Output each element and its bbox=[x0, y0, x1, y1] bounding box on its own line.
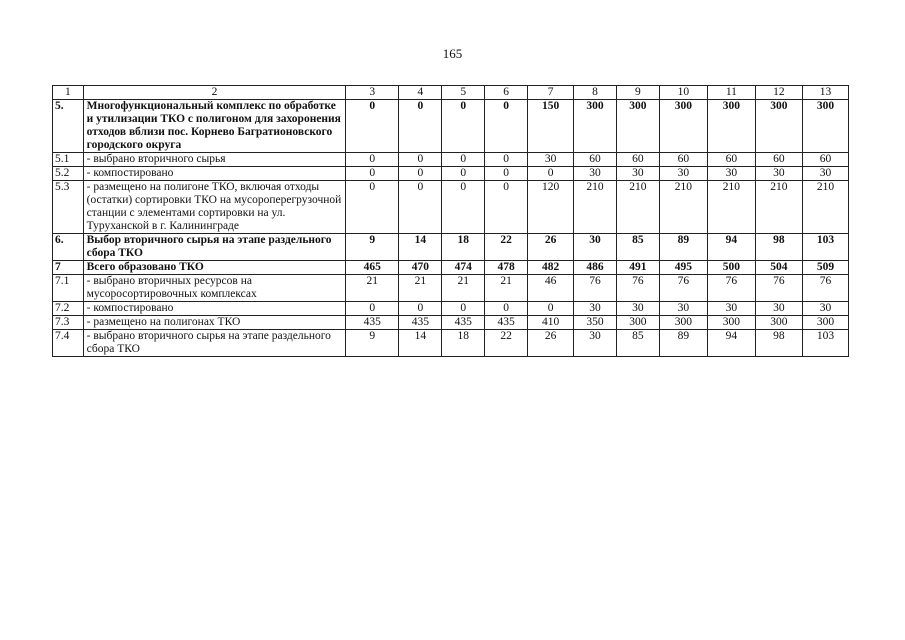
value-cell: 89 bbox=[659, 330, 707, 357]
value-cell: 474 bbox=[442, 261, 485, 275]
value-cell: 30 bbox=[616, 302, 659, 316]
value-cell: 0 bbox=[485, 100, 528, 153]
row-label: - размещено на полигоне ТКО, включая отходы (остатки) сортировки ТКО на мусороперегрузочной станции с элементами сортировки на ул. Туруханской в г. Калининграде bbox=[83, 181, 346, 234]
value-cell: 300 bbox=[802, 316, 848, 330]
value-cell: 491 bbox=[616, 261, 659, 275]
value-cell: 21 bbox=[346, 275, 399, 302]
header-cell: 3 bbox=[346, 86, 399, 100]
row-label: - выбрано вторичных ресурсов на мусоросортировочных комплексах bbox=[83, 275, 346, 302]
row-label: Всего образовано ТКО bbox=[83, 261, 346, 275]
value-cell: 0 bbox=[399, 153, 442, 167]
value-cell: 0 bbox=[485, 302, 528, 316]
value-cell: 300 bbox=[707, 100, 755, 153]
row-index: 7.4 bbox=[53, 330, 84, 357]
value-cell: 18 bbox=[442, 234, 485, 261]
value-cell: 0 bbox=[399, 167, 442, 181]
value-cell: 21 bbox=[442, 275, 485, 302]
row-label: - компостировано bbox=[83, 302, 346, 316]
value-cell: 300 bbox=[659, 316, 707, 330]
value-cell: 60 bbox=[574, 153, 617, 167]
value-cell: 30 bbox=[802, 302, 848, 316]
page-number: 165 bbox=[442, 46, 463, 61]
header-cell: 10 bbox=[659, 86, 707, 100]
value-cell: 14 bbox=[399, 330, 442, 357]
value-cell: 30 bbox=[574, 234, 617, 261]
value-cell: 60 bbox=[659, 153, 707, 167]
value-cell: 0 bbox=[346, 181, 399, 234]
value-cell: 30 bbox=[574, 330, 617, 357]
row-index: 5.3 bbox=[53, 181, 84, 234]
row-label: - выбрано вторичного сырья bbox=[83, 153, 346, 167]
value-cell: 60 bbox=[707, 153, 755, 167]
value-cell: 509 bbox=[802, 261, 848, 275]
value-cell: 22 bbox=[485, 234, 528, 261]
value-cell: 0 bbox=[346, 153, 399, 167]
value-cell: 210 bbox=[659, 181, 707, 234]
value-cell: 94 bbox=[707, 234, 755, 261]
value-cell: 76 bbox=[802, 275, 848, 302]
row-label: - выбрано вторичного сырья на этапе раздельного сбора ТКО bbox=[83, 330, 346, 357]
header-cell: 1 bbox=[53, 86, 84, 100]
value-cell: 504 bbox=[755, 261, 802, 275]
value-cell: 26 bbox=[528, 234, 574, 261]
value-cell: 94 bbox=[707, 330, 755, 357]
value-cell: 0 bbox=[346, 302, 399, 316]
table-row bbox=[53, 100, 849, 153]
header-cell: 13 bbox=[802, 86, 848, 100]
value-cell: 120 bbox=[528, 181, 574, 234]
table-row bbox=[53, 234, 849, 261]
value-cell: 21 bbox=[485, 275, 528, 302]
header-cell: 9 bbox=[616, 86, 659, 100]
value-cell: 30 bbox=[755, 302, 802, 316]
value-cell: 85 bbox=[616, 234, 659, 261]
value-cell: 0 bbox=[346, 100, 399, 153]
value-cell: 210 bbox=[574, 181, 617, 234]
value-cell: 465 bbox=[346, 261, 399, 275]
value-cell: 30 bbox=[707, 167, 755, 181]
header-cell: 7 bbox=[528, 86, 574, 100]
value-cell: 300 bbox=[616, 100, 659, 153]
value-cell: 0 bbox=[442, 100, 485, 153]
row-index: 7.2 bbox=[53, 302, 84, 316]
header-cell: 2 bbox=[83, 86, 346, 100]
value-cell: 210 bbox=[707, 181, 755, 234]
value-cell: 30 bbox=[528, 153, 574, 167]
value-cell: 30 bbox=[755, 167, 802, 181]
value-cell: 30 bbox=[574, 302, 617, 316]
value-cell: 470 bbox=[399, 261, 442, 275]
value-cell: 30 bbox=[707, 302, 755, 316]
value-cell: 21 bbox=[399, 275, 442, 302]
value-cell: 0 bbox=[485, 153, 528, 167]
value-cell: 300 bbox=[574, 100, 617, 153]
value-cell: 85 bbox=[616, 330, 659, 357]
row-label: - размещено на полигонах ТКО bbox=[83, 316, 346, 330]
table-row bbox=[53, 316, 849, 330]
row-index: 7 bbox=[53, 261, 84, 275]
value-cell: 76 bbox=[659, 275, 707, 302]
value-cell: 300 bbox=[802, 100, 848, 153]
value-cell: 9 bbox=[346, 330, 399, 357]
value-cell: 103 bbox=[802, 330, 848, 357]
value-cell: 0 bbox=[485, 167, 528, 181]
row-index: 5. bbox=[53, 100, 84, 153]
value-cell: 300 bbox=[707, 316, 755, 330]
value-cell: 9 bbox=[346, 234, 399, 261]
value-cell: 435 bbox=[399, 316, 442, 330]
value-cell: 60 bbox=[616, 153, 659, 167]
table-row bbox=[53, 167, 849, 181]
row-index: 6. bbox=[53, 234, 84, 261]
value-cell: 60 bbox=[802, 153, 848, 167]
header-cell: 12 bbox=[755, 86, 802, 100]
header-cell: 6 bbox=[485, 86, 528, 100]
value-cell: 98 bbox=[755, 234, 802, 261]
value-cell: 0 bbox=[399, 100, 442, 153]
row-index: 7.1 bbox=[53, 275, 84, 302]
table-row bbox=[53, 275, 849, 302]
value-cell: 0 bbox=[346, 167, 399, 181]
value-cell: 60 bbox=[755, 153, 802, 167]
value-cell: 435 bbox=[442, 316, 485, 330]
header-cell: 8 bbox=[574, 86, 617, 100]
header-row bbox=[53, 86, 849, 100]
value-cell: 0 bbox=[528, 302, 574, 316]
value-cell: 76 bbox=[755, 275, 802, 302]
value-cell: 210 bbox=[616, 181, 659, 234]
table-body bbox=[53, 86, 849, 357]
value-cell: 350 bbox=[574, 316, 617, 330]
value-cell: 300 bbox=[755, 100, 802, 153]
value-cell: 210 bbox=[802, 181, 848, 234]
value-cell: 76 bbox=[616, 275, 659, 302]
value-cell: 76 bbox=[574, 275, 617, 302]
value-cell: 0 bbox=[442, 153, 485, 167]
table-row bbox=[53, 330, 849, 357]
value-cell: 0 bbox=[528, 167, 574, 181]
value-cell: 103 bbox=[802, 234, 848, 261]
value-cell: 495 bbox=[659, 261, 707, 275]
row-label: Многофункциональный комплекс по обработке и утилизации ТКО с полигоном для захоронения отходов вблизи пос. Корнево Багратионовского городского округа bbox=[83, 100, 346, 153]
value-cell: 0 bbox=[399, 302, 442, 316]
value-cell: 14 bbox=[399, 234, 442, 261]
value-cell: 478 bbox=[485, 261, 528, 275]
value-cell: 210 bbox=[755, 181, 802, 234]
value-cell: 0 bbox=[442, 181, 485, 234]
value-cell: 486 bbox=[574, 261, 617, 275]
value-cell: 30 bbox=[659, 167, 707, 181]
value-cell: 0 bbox=[442, 167, 485, 181]
value-cell: 76 bbox=[707, 275, 755, 302]
row-label: Выбор вторичного сырья на этапе раздельного сбора ТКО bbox=[83, 234, 346, 261]
value-cell: 300 bbox=[616, 316, 659, 330]
value-cell: 500 bbox=[707, 261, 755, 275]
table-row bbox=[53, 302, 849, 316]
value-cell: 30 bbox=[616, 167, 659, 181]
row-index: 5.1 bbox=[53, 153, 84, 167]
header-cell: 5 bbox=[442, 86, 485, 100]
header-cell: 11 bbox=[707, 86, 755, 100]
value-cell: 300 bbox=[755, 316, 802, 330]
value-cell: 150 bbox=[528, 100, 574, 153]
value-cell: 0 bbox=[399, 181, 442, 234]
value-cell: 46 bbox=[528, 275, 574, 302]
value-cell: 0 bbox=[485, 181, 528, 234]
header-cell: 4 bbox=[399, 86, 442, 100]
table-row bbox=[53, 153, 849, 167]
value-cell: 435 bbox=[346, 316, 399, 330]
value-cell: 435 bbox=[485, 316, 528, 330]
value-cell: 30 bbox=[802, 167, 848, 181]
value-cell: 0 bbox=[442, 302, 485, 316]
value-cell: 89 bbox=[659, 234, 707, 261]
value-cell: 410 bbox=[528, 316, 574, 330]
waste-data-table bbox=[52, 85, 849, 357]
row-index: 5.2 bbox=[53, 167, 84, 181]
value-cell: 30 bbox=[574, 167, 617, 181]
row-index: 7.3 bbox=[53, 316, 84, 330]
value-cell: 98 bbox=[755, 330, 802, 357]
value-cell: 482 bbox=[528, 261, 574, 275]
value-cell: 18 bbox=[442, 330, 485, 357]
table-row bbox=[53, 261, 849, 275]
row-label: - компостировано bbox=[83, 167, 346, 181]
value-cell: 26 bbox=[528, 330, 574, 357]
value-cell: 30 bbox=[659, 302, 707, 316]
table-row bbox=[53, 181, 849, 234]
value-cell: 300 bbox=[659, 100, 707, 153]
value-cell: 22 bbox=[485, 330, 528, 357]
